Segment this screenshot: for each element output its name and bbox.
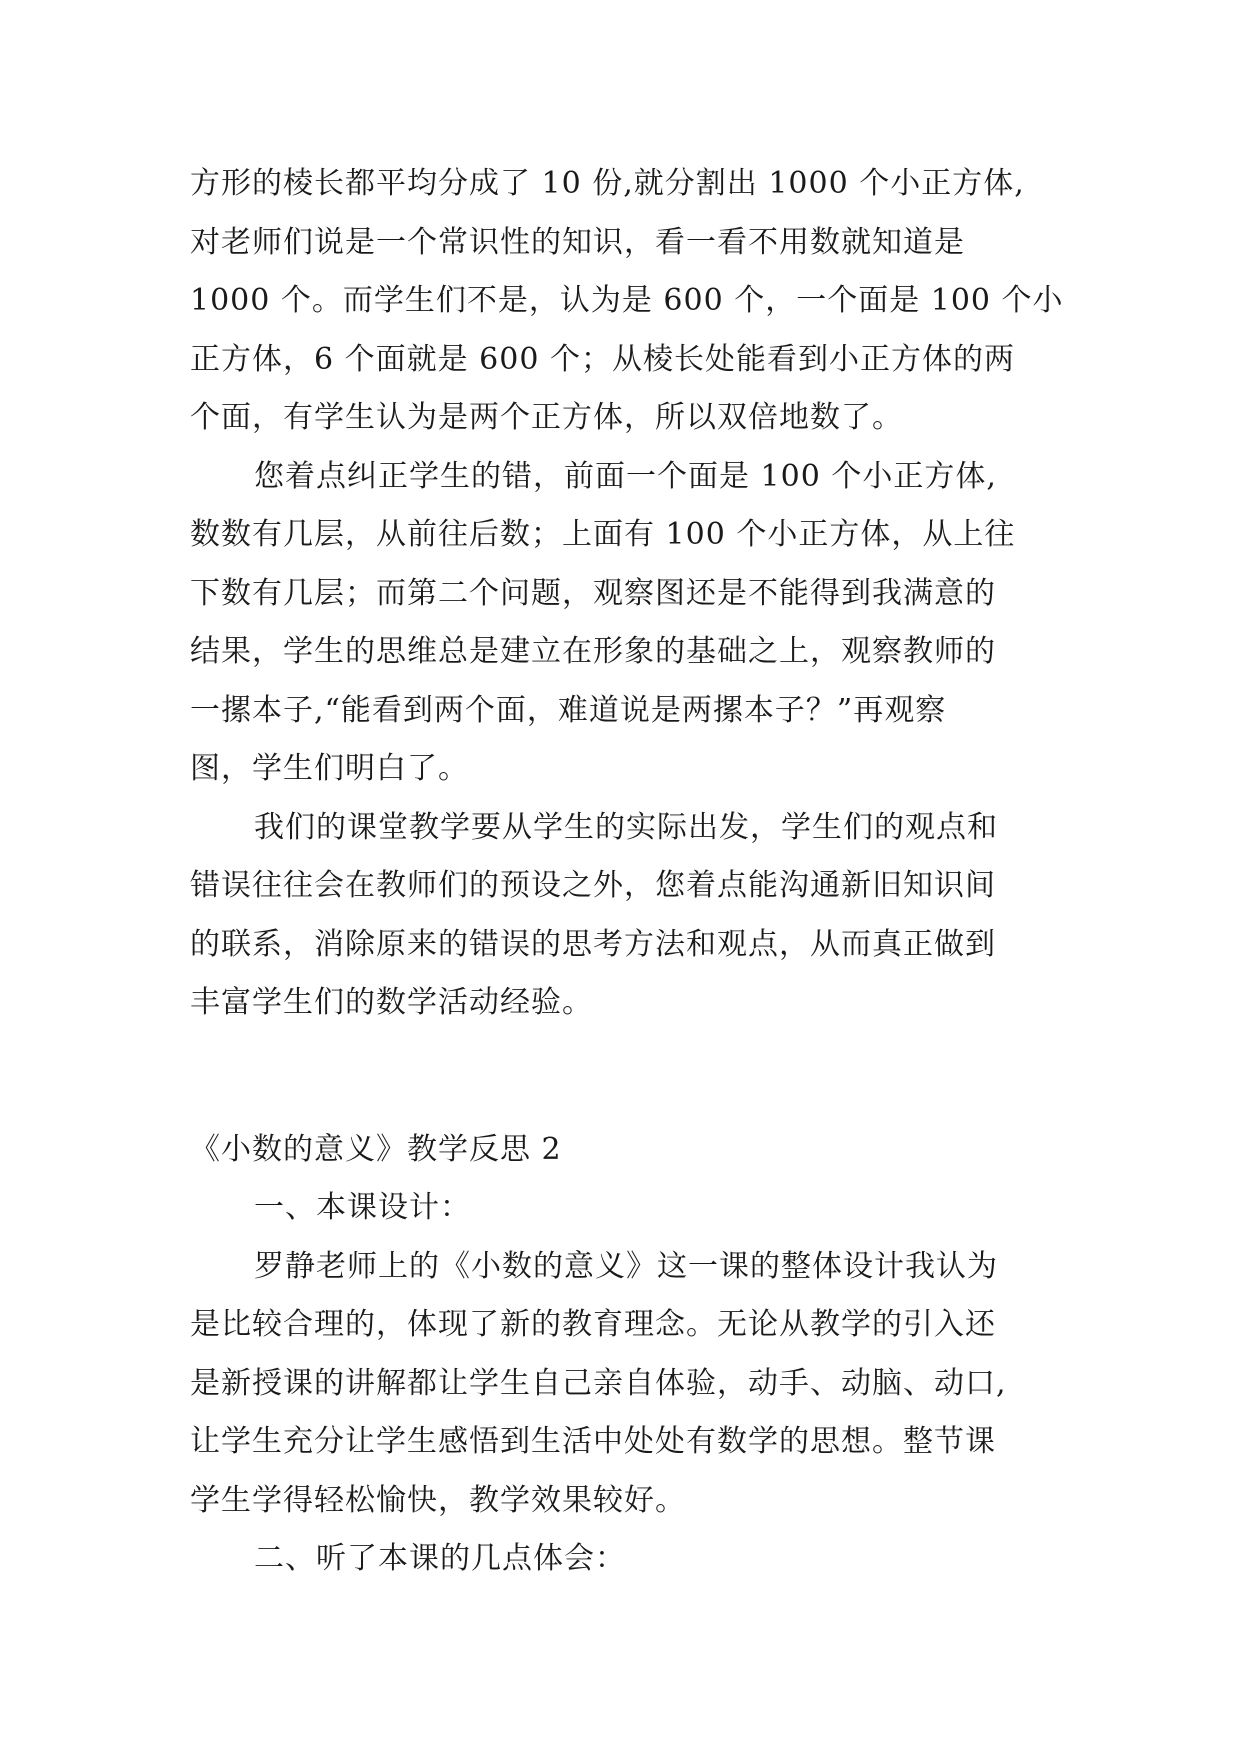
- text-line: 是新授课的讲解都让学生自己亲自体验，动手、动脑、动口,: [190, 1365, 1007, 1401]
- subheading-reflections: 二、听了本课的几点体会：: [254, 1541, 626, 1576]
- text-line: 您着点纠正学生的错，前面一个面是 100 个小正方体,: [254, 458, 997, 494]
- text-line: 个面，有学生认为是两个正方体，所以双倍地数了。: [190, 400, 903, 435]
- paragraph-3: [190, 799, 1052, 1033]
- text-line: 我们的课堂教学要从学生的实际出发，学生们的观点和: [254, 809, 998, 845]
- text-line: 1000 个。而学生们不是，认为是 600 个，一个面是 100 个小: [190, 283, 1064, 318]
- text-line: 罗静老师上的《小数的意义》这一课的整体设计我认为: [254, 1248, 998, 1284]
- paragraph-1: [190, 155, 1064, 448]
- text-line: 图，学生们明白了。: [190, 751, 469, 786]
- document-body: [190, 155, 1064, 1589]
- text-line: 对老师们说是一个常识性的知识，看一看不用数就知道是: [190, 224, 965, 260]
- text-line: 正方体，6 个面就是 600 个；从棱长处能看到小正方体的两: [190, 341, 1015, 377]
- subheading-design: 一、本课设计：: [254, 1190, 471, 1225]
- text-line: 结果，学生的思维总是建立在形象的基础之上，观察教师的: [190, 634, 996, 669]
- text-line: 的联系，消除原来的错误的思考方法和观点，从而真正做到: [190, 926, 996, 962]
- text-line: 是比较合理的，体现了新的教育理念。无论从教学的引入还: [190, 1307, 996, 1342]
- text-line: 方形的棱长都平均分成了 10 份,就分割出 1000 个小正方体,: [190, 166, 1025, 201]
- text-line: 下数有几层；而第二个问题，观察图还是不能得到我满意的: [190, 575, 996, 611]
- text-line: 让学生充分让学生感悟到生活中处处有数学的思想。整节课: [190, 1424, 996, 1459]
- paragraph-2: [190, 448, 1052, 799]
- paragraph-design: [190, 1238, 1052, 1531]
- text-line: 学生学得轻松愉快，教学效果较好。: [190, 1482, 686, 1518]
- text-line: 错误往往会在教师们的预设之外，您着点能沟通新旧知识间: [190, 868, 996, 903]
- section-title: 《小数的意义》教学反思 2: [190, 1131, 562, 1167]
- section-spacer: [190, 1033, 1052, 1121]
- text-line: 数数有几层，从前往后数；上面有 100 个小正方体，从上往: [190, 517, 1016, 552]
- text-line: 一摞本子,“能看到两个面，难道说是两摞本子？”再观察: [190, 692, 947, 728]
- text-line: 丰富学生们的数学活动经验。: [190, 985, 593, 1020]
